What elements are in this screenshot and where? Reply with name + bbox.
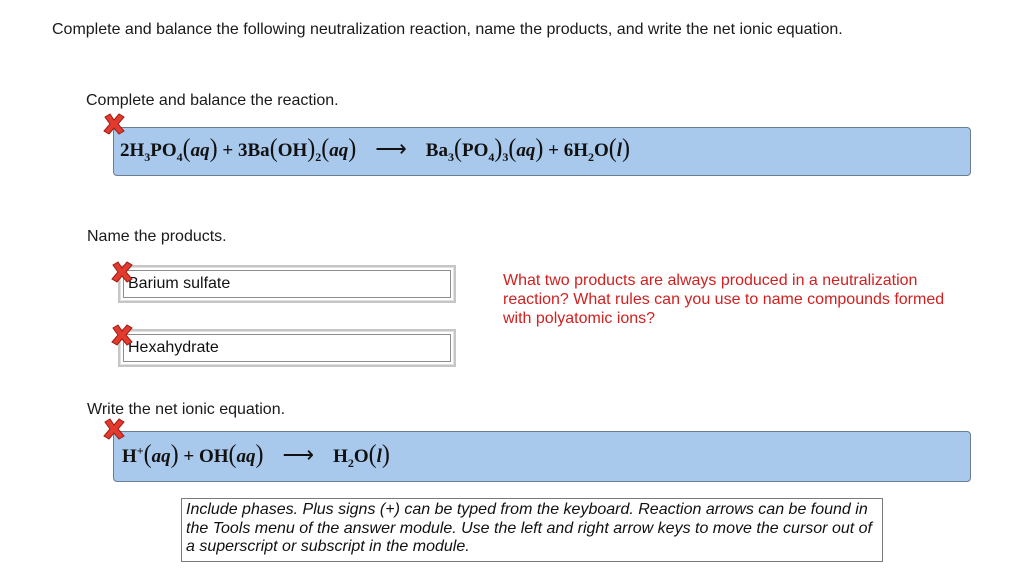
net-ionic-equation: H+(aq) + OH(aq) ⟶ $H_2O(l)$ (122, 440, 390, 470)
names-part-label: Name the products. (87, 228, 227, 245)
incorrect-x-icon (101, 111, 127, 137)
reaction-part-label: Complete and balance the reaction. (86, 92, 339, 109)
product-name-field-2[interactable] (118, 329, 456, 367)
product-name-field-1[interactable] (118, 265, 456, 303)
incorrect-x-icon (109, 322, 135, 348)
reaction-equation: $2H_3PO_4(aq) + 3Ba(OH)_2(aq)$ ⟶ $Ba_3(PO_4)_3(aq) + 6H_2O(l)$ (120, 134, 631, 164)
reaction-answer-box[interactable] (113, 127, 971, 176)
net-ionic-answer-box[interactable] (113, 431, 971, 482)
question-title: Complete and balance the following neutralization reaction, name the products, and write the net ionic equation. (52, 21, 843, 38)
net-ionic-part-label: Write the net ionic equation. (87, 401, 286, 418)
feedback-hint: What two products are always produced in a neutralization reaction? What rules can you use to name compounds formed with polyatomic ions? (503, 272, 945, 327)
incorrect-x-icon (101, 416, 127, 442)
incorrect-x-icon (109, 259, 135, 285)
product-name-input-1[interactable] (123, 270, 451, 298)
product-name-input-2[interactable] (123, 334, 451, 362)
instructions-note: Include phases. Plus signs (+) can be typed from the keyboard. Reaction arrows can be found in the Tools menu of the answer module. Use the left and right arrow keys to move the cursor out of a superscript or subscript in the module. (181, 498, 883, 562)
